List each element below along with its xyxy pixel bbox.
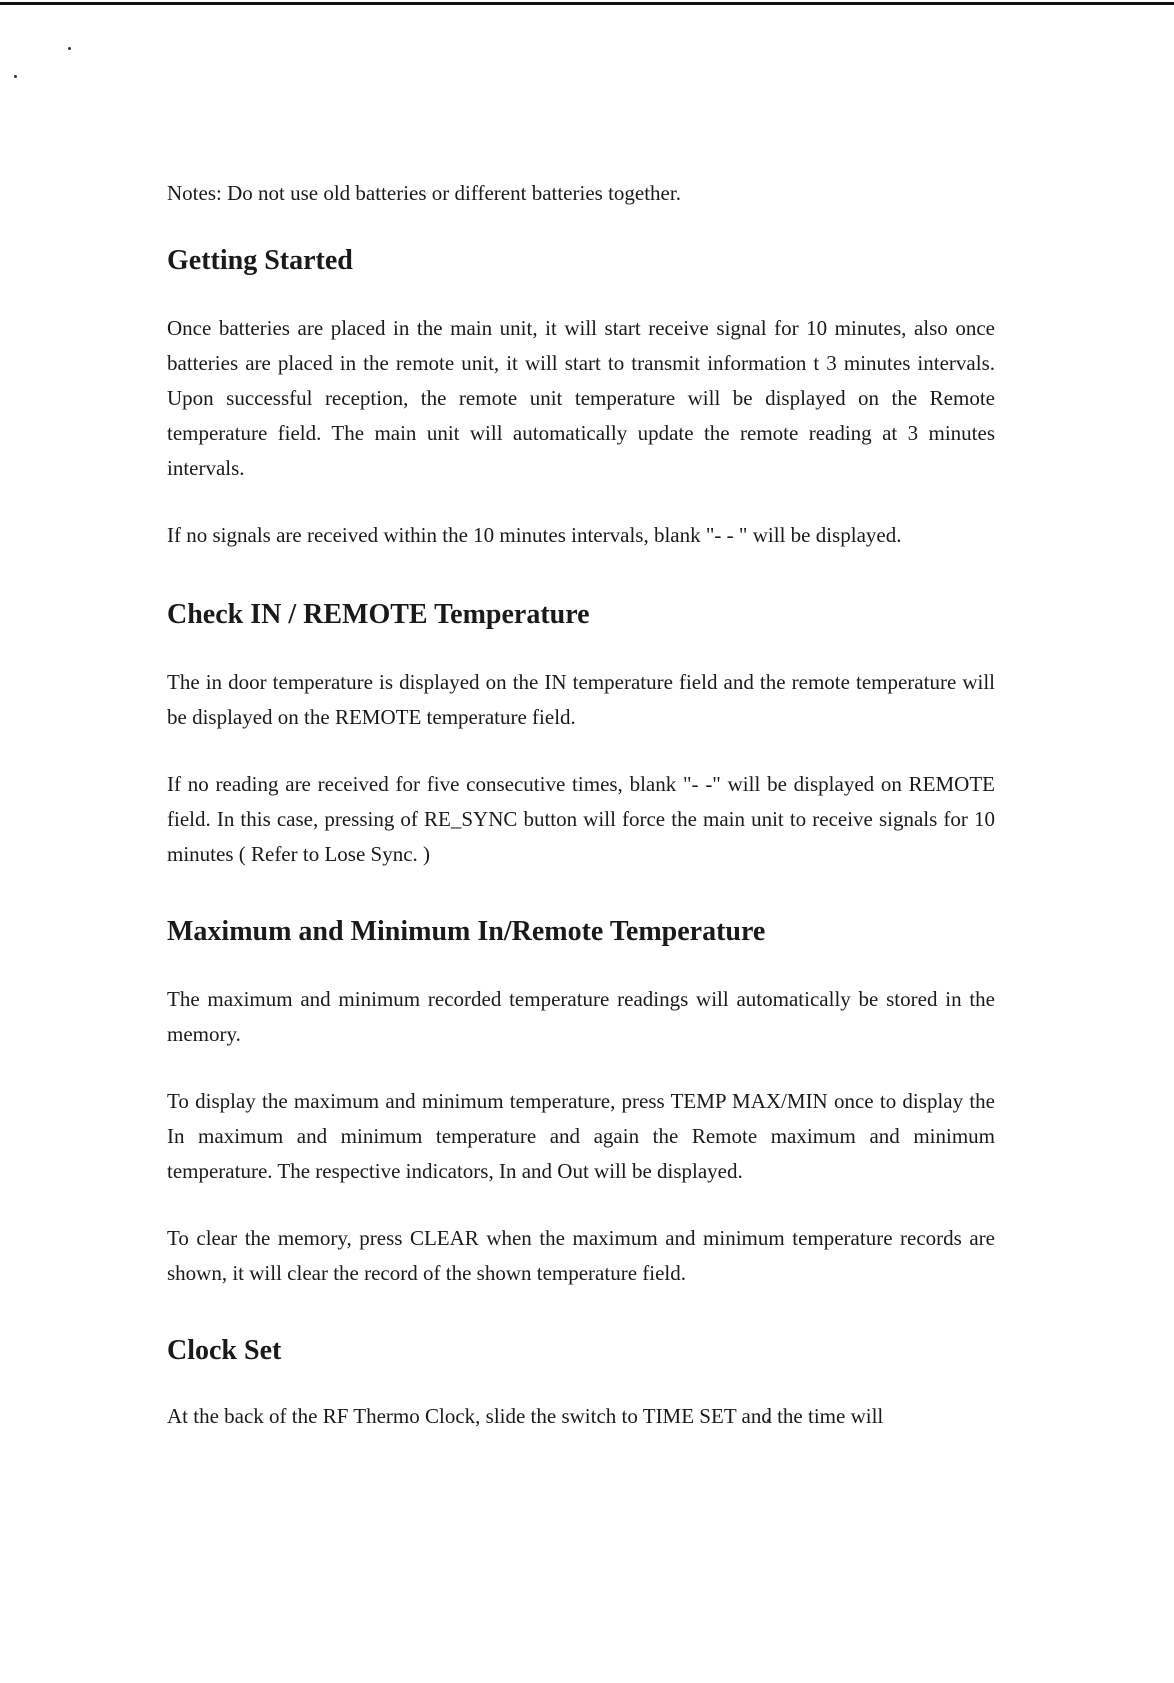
- top-scan-rule: [0, 2, 1174, 5]
- notes-paragraph: Notes: Do not use old batteries or different batteries together.: [167, 181, 681, 205]
- paragraph: At the back of the RF Thermo Clock, slide the switch to TIME SET and the time will: [167, 1404, 884, 1428]
- paragraph: If no signals are received within the 10 minutes intervals, blank "- - " will be displayed.: [167, 523, 902, 547]
- paragraph: To clear the memory, press CLEAR when the maximum and minimum temperature records are shown, it will clear the record of the shown temperature field.: [167, 1226, 995, 1285]
- scan-speck: [14, 75, 17, 78]
- paragraph: The in door temperature is displayed on the IN temperature field and the remote temperature will be displayed on the REMOTE temperature field.: [167, 670, 995, 729]
- heading-clock-set: Clock Set: [167, 1335, 282, 1366]
- heading-max-min-temperature: Maximum and Minimum In/Remote Temperature: [167, 916, 766, 947]
- paragraph: If no reading are received for five consecutive times, blank "- -" will be displayed on REMOTE field. In this case, pressing of RE_SYNC button will force the main unit to receive signals for 10 minutes ( Refer to Lose Sync. ): [167, 772, 995, 866]
- paragraph: To display the maximum and minimum temperature, press TEMP MAX/MIN once to display the In maximum and minimum temperature and again the Remote maximum and minimum temperature. The respective indicators, In and Out will be displayed.: [167, 1089, 995, 1183]
- heading-check-temperature: Check IN / REMOTE Temperature: [167, 599, 590, 630]
- heading-getting-started: Getting Started: [167, 245, 353, 276]
- scan-speck: [68, 47, 71, 50]
- paragraph: The maximum and minimum recorded temperature readings will automatically be stored in the memory.: [167, 987, 995, 1046]
- document-body: [167, 176, 995, 1434]
- paragraph: Once batteries are placed in the main unit, it will start receive signal for 10 minutes, also once batteries are placed in the remote unit, it will start to transmit information t 3 minutes intervals. Upon successful reception, the remote unit temperature will be displayed on the Remote temperature field. The main unit will automatically update the remote reading at 3 minutes intervals.: [167, 316, 995, 480]
